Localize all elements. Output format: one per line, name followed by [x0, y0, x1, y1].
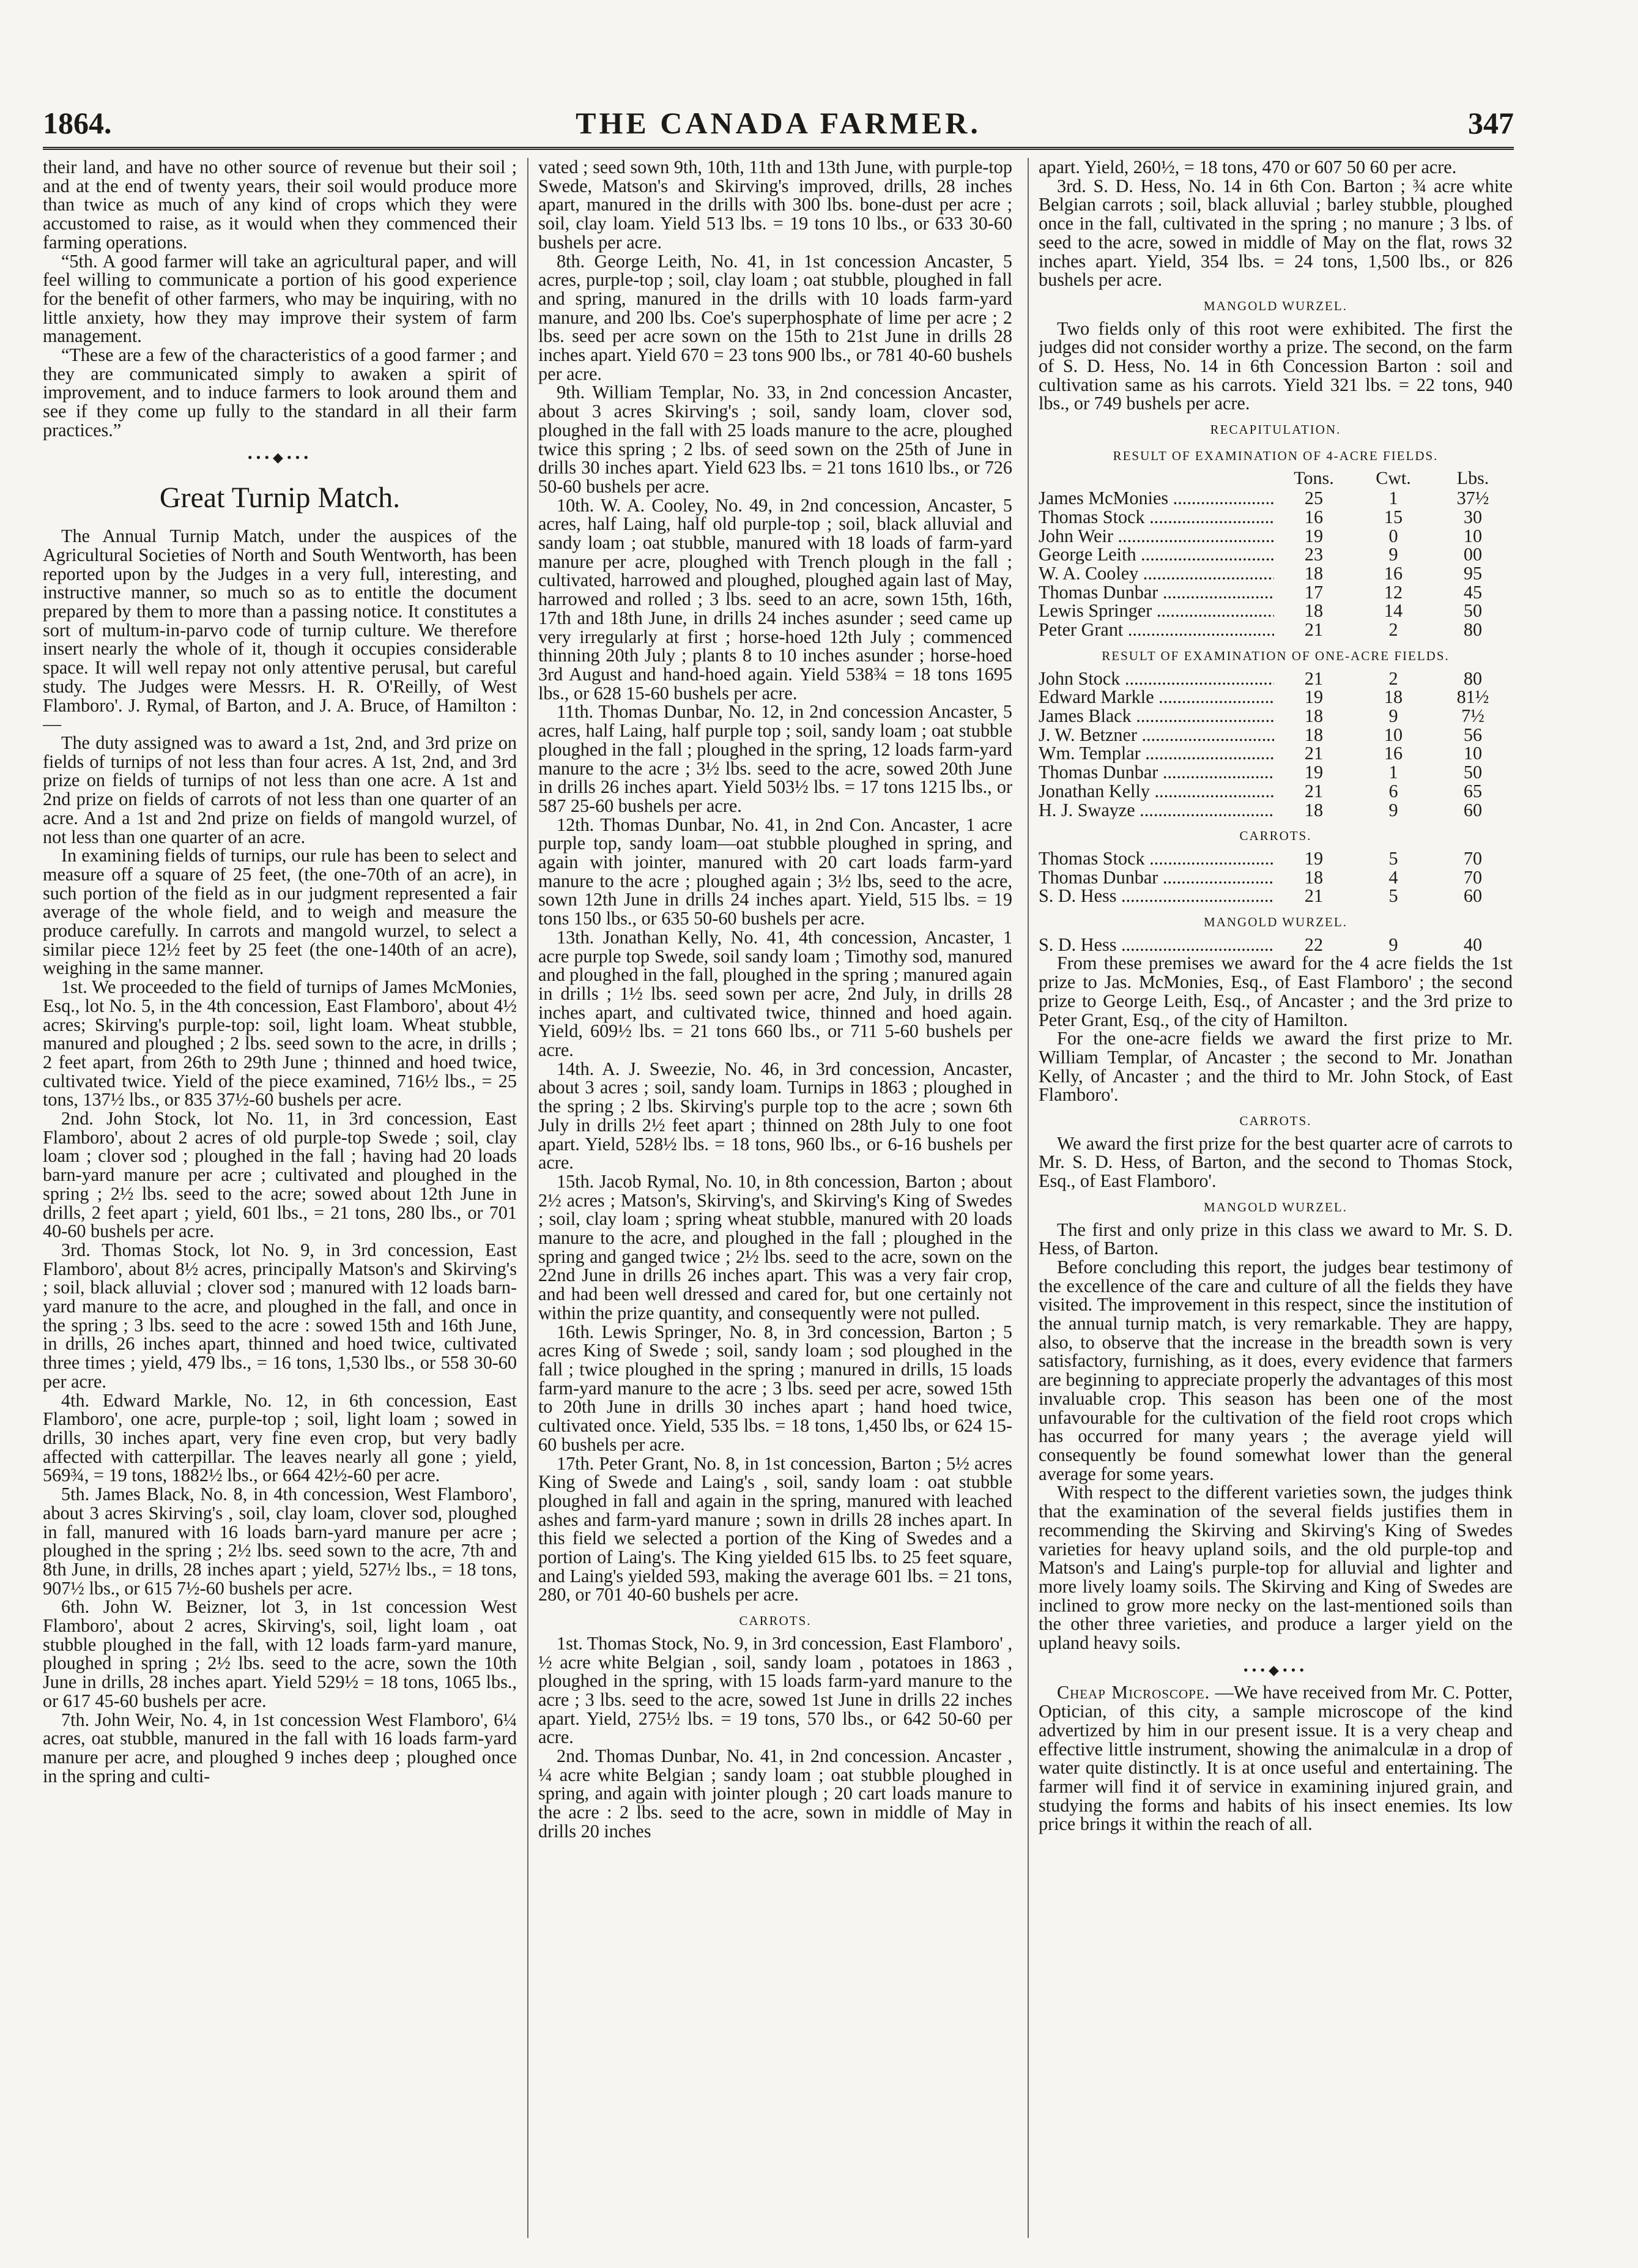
result-tons: 18 — [1304, 600, 1324, 622]
result-lbs: 80 — [1463, 619, 1483, 641]
result-row — [1039, 688, 1513, 707]
table-heading-one-acre: RESULT OF EXAMINATION OF ONE-ACRE FIELDS. — [1102, 648, 1450, 663]
result-lbs: 45 — [1463, 581, 1483, 603]
result-cwt: 9 — [1388, 705, 1398, 726]
result-row — [1039, 527, 1513, 546]
result-name: John Weir ..... — [1039, 527, 1274, 546]
four-acre-results-table — [1039, 489, 1513, 639]
result-cwt: 0 — [1388, 525, 1398, 546]
result-lbs: 60 — [1463, 885, 1483, 907]
result-lbs: 40 — [1463, 934, 1483, 955]
paragraph: vated ; seed sown 9th, 10th, 11th and 13th June, with purple-top Swede, Matson's and Skirving's improved, drills, 28 inches apart, manured in the drills with 300 lbs. bone-dust per acre ; soil, clay loam. Yield 513 lbs. = 19 tons 10 lbs., or 633 30-60 bushels per acre. — [538, 158, 1012, 253]
result-name: S. D. Hess ..... — [1039, 935, 1274, 954]
paragraph: 4th. Edward Markle, No. 12, in 6th concession, East Flamboro', one acre, purple-top ; soil, light loam ; sowed in drills, 30 inches apart, very fine even crop, but very badly affected with catterpillar. The leaves nearly all gone ; yield, 569¾, = 19 tons, 1882½ lbs., or 664 42½-60 per acre. — [43, 1389, 517, 1486]
result-lbs: 30 — [1463, 506, 1483, 527]
result-tons: 21 — [1304, 780, 1324, 801]
result-cwt: 5 — [1388, 885, 1398, 907]
paragraph: 1st. Thomas Stock, No. 9, in 3rd concession, East Flamboro' , ½ acre white Belgian , soil, sandy loam , potatoes in 1863 , ploughed in the spring, with 15 loads farm-yard manure to the acre ; 3 lbs. seed to the acre, sowed 1st June in drills 22 inches apart. Yield, 275½ lbs. = 19 tons, 570 lbs., or 642 50-60 per acre. — [538, 1632, 1012, 1748]
paragraph: 2nd. John Stock, lot No. 11, in 3rd concession, East Flamboro', about 2 acres of old purple-top Swede ; soil, clay loam ; clover sod ; ploughed in the fall ; having had 20 loads barn-yard manure per acre ; cultivated and ploughed in the spring ; 2½ lbs. seed to the acre; sowed about 12th June in drills, 2 feet apart ; yield, 601 lbs., = 21 tons, 280 lbs., or 701 40-60 bushels per acre. — [43, 1108, 517, 1242]
result-row — [1039, 583, 1513, 602]
column-3 — [1039, 158, 1513, 2238]
result-cwt: 12 — [1384, 581, 1403, 603]
result-lbs: 65 — [1463, 780, 1483, 801]
paragraph: Two fields only of this root were exhibited. The first the judges did not consider worthy a prize. The second, on the farm of S. D. Hess, No. 14 in 6th Concession Barton : soil and cultivation same as his carrots. Yield 321 lbs. = 22 tons, 940 lbs., or 749 bushels per acre. — [1039, 318, 1513, 414]
paragraph: The first and only prize in this class we award to Mr. S. D. Hess, of Barton. — [1039, 1219, 1513, 1259]
result-name: Lewis Springer ..... — [1039, 601, 1274, 620]
result-name: Jonathan Kelly ..... — [1039, 782, 1274, 801]
page-number: 347 — [1468, 106, 1514, 140]
paragraph: In examining fields of turnips, our rule has been to select and measure off a square of 25 feet, (the one-70th of an acre), in such portion of the field as in our judgment represented a fair average of the whole field, and to weigh and measure the produce carefully. In carrots and mangold wurzel, to select a similar piece 12½ feet by 25 feet (the one-140th of an acre), weighing in the same manner. — [43, 845, 517, 979]
column-divider — [527, 158, 528, 2238]
result-name: S. D. Hess ..... — [1039, 887, 1274, 905]
section-heading-carrots-award: CARROTS. — [1239, 1114, 1312, 1129]
result-cwt: 16 — [1384, 743, 1403, 764]
paragraph: 13th. Jonathan Kelly, No. 41, 4th concession, Ancaster, 1 acre purple top Swede, soil sandy loam ; Timothy sod, manured and ploughed in the fall, ploughed in the spring ; manured again in drills ; 1½ lbs. seed sown per acre, 2nd July, in drills 28 inches apart, and cultivated twice, thinned and hoed again. Yield, 609½ lbs. = 21 tons 660 lbs., or 711 5-60 bushels per acre. — [538, 926, 1012, 1061]
result-row — [1039, 669, 1513, 688]
column-divider — [1028, 158, 1029, 2238]
paragraph: “5th. A good farmer will take an agricultural paper, and will feel willing to communicate a portion of his good experience for the benefit of other farmers, who may be inquiring, with no little anxiety, how they may improve their system of farm management. — [43, 250, 517, 347]
result-cwt: 2 — [1388, 667, 1398, 689]
section-heading-mangold: MANGOLD WURZEL. — [1204, 298, 1347, 313]
result-cwt: 1 — [1388, 488, 1398, 509]
paragraph: 2nd. Thomas Dunbar, No. 41, in 2nd concession. Ancaster , ¼ acre white Belgian ; sandy loam ; oat stubble ploughed in spring, and again with jointer plough ; 20 cart loads manure to the acre : 2 lbs. seed to the acre, sown in middle of May in drills 20 inches — [538, 1746, 1012, 1842]
paragraph: 6th. John W. Beizner, lot 3, in 1st concession West Flamboro', about 2 acres, Skirving's, soil, light loam , oat stubble ploughed in the fall, with 12 loads farm-yard manure, ploughed in spring ; 2½ lbs. seed to the acre, sown the 10th June in drills, 28 inches apart. Yield 529½ = 18 tons, 1065 lbs., or 617 45-60 bushels per acre. — [43, 1596, 517, 1711]
result-cwt: 2 — [1388, 619, 1398, 641]
paragraph: The Annual Turnip Match, under the auspices of the Agricultural Societies of North and South Wentworth, has been reported upon by the Judges in a very full, interesting, and instructive manner, so much so as to entitle the document prepared by them to more than a passing notice. It constitutes a sort of multum-in-parvo code of turnip culture. We therefore insert nearly the whole of it, though it occupies considerable space. It will well repay not only attentive perusal, but careful study. The Judges were Messrs. H. R. O'Reilly, of West Flamboro'. J. Rymal, of Barton, and J. A. Bruce, of Hamilton :— — [43, 526, 517, 735]
notice-lead: Cheap Microscope. — [1057, 1682, 1210, 1703]
paragraph: 8th. George Leith, No. 41, in 1st concession Ancaster, 5 acres, purple-top ; soil, clay loam ; oat stubble, ploughed in fall and spring, manured in the drills with 10 loads farm-yard manure, and 200 lbs. Coe's superphosphate of lime per acre ; 2 lbs. seed per acre sown on the 15th to 21st June in drills 28 inches apart. Yield 670 = 23 tons 900 lbs., or 781 40-60 bushels per acre. — [538, 250, 1012, 384]
result-cwt: 1 — [1388, 762, 1398, 783]
result-name: Thomas Dunbar ..... — [1039, 763, 1274, 782]
paragraph: The duty assigned was to award a 1st, 2nd, and 3rd prize on fields of turnips of not less than four acres. A 1st, 2nd, and 3rd prize on fields of turnips of not less than one acre. A 1st and 2nd prize on fields of carrots of not less than one quarter of an acre. And a 1st and 2nd prize on fields of mangold wurzel, of not less than one quarter of an acre. — [43, 732, 517, 847]
result-name: James McMonies ..... — [1039, 489, 1274, 508]
result-name: H. J. Swayze ..... — [1039, 801, 1274, 820]
result-tons: 19 — [1304, 686, 1324, 708]
one-acre-results-table — [1039, 669, 1513, 820]
paragraph: For the one-acre fields we award the first prize to Mr. William Templar, of Ancaster ; the second to Mr. Jonathan Kelly, of Ancaster ; and the third to Mr. John Stock, of East Flamboro'. — [1039, 1028, 1513, 1106]
paragraph: Before concluding this report, the judges bear testimony of the excellence of the care and culture of all the fields they have visited. The improvement in this respect, since the institution of the annual turnip match, is very remarkable. They are happy, also, to observe that the increase in the breadth sown is very satisfactory, furnishing, as it does, every evidence that farmers are beginning to appreciate properly the advantages of this most invaluable crop. This season has been one of the most unfavourable for the cultivation of the field root crops which has occurred for many years ; the average yield will consequently be found somewhat lower than the general average for some years. — [1039, 1256, 1513, 1484]
column-2 — [538, 158, 1012, 2238]
result-cwt: 5 — [1388, 847, 1398, 869]
result-lbs: 50 — [1463, 762, 1483, 783]
result-row — [1039, 849, 1513, 868]
result-tons: 16 — [1304, 506, 1324, 527]
result-tons: 22 — [1304, 934, 1324, 955]
result-name: George Leith ..... — [1039, 545, 1274, 564]
result-cwt: 15 — [1384, 506, 1403, 527]
notice-text: —We have received from Mr. C. Potter, Optician, of this city, a sample microscope of the kind advertized by him in our present issue. It is a very cheap and effective little instrument, showing the animalculæ in a drop of water quite distinctly. It is at once useful and entertaining. The farmer will find it of service in examining injured grain, and studying the forms and habits of his insect enemies. Its low price brings it within the reach of all. — [1039, 1682, 1513, 1835]
issue-year: 1864. — [43, 106, 112, 140]
result-row — [1039, 489, 1513, 508]
paragraph: apart. Yield, 260½, = 18 tons, 470 or 607 50 60 per acre. — [1039, 158, 1457, 177]
result-row — [1039, 887, 1513, 905]
section-heading-recapitulation: RECAPITULATION. — [1210, 422, 1341, 437]
result-tons: 18 — [1304, 705, 1324, 726]
result-row — [1039, 707, 1513, 726]
table-heading-mangold: MANGOLD WURZEL. — [1204, 915, 1347, 930]
result-tons: 19 — [1304, 525, 1324, 546]
paragraph: 3rd. S. D. Hess, No. 14 in 6th Con. Barton ; ¾ acre white Belgian carrots ; soil, black alluvial ; barley stubble, ploughed once in the fall, cultivated in the spring ; no manure ; 3 lbs. of seed to the acre, sowed in middle of May on the flat, rows 32 inches apart. Yield, 354 lbs. = 24 tons, 1,500 lbs., or 826 bushels per acre. — [1039, 175, 1513, 291]
result-tons: 18 — [1304, 563, 1324, 584]
result-tons: 25 — [1304, 488, 1324, 509]
result-name: Thomas Dunbar ..... — [1039, 868, 1274, 887]
paragraph: 11th. Thomas Dunbar, No. 12, in 2nd concession Ancaster, 5 acres, half Laing, half purple top ; soil, sandy loam ; oat stubble ploughed in the fall ; ploughed in the spring, 12 loads farm-yard manure to the acre ; 3½ lbs. seed to the acre, sowed 20th June in drills 26 inches apart. Yield 503½ lbs. = 17 tons 1215 lbs., or 587 25-60 bushels per acre. — [538, 701, 1012, 816]
result-cwt: 6 — [1388, 780, 1398, 801]
column-header-tons: Tons. — [1294, 467, 1334, 488]
result-cwt: 18 — [1384, 686, 1403, 708]
result-row — [1039, 601, 1513, 620]
result-row — [1039, 782, 1513, 801]
result-tons: 21 — [1304, 667, 1324, 689]
result-row — [1039, 868, 1513, 887]
result-name: Wm. Templar ..... — [1039, 744, 1274, 763]
result-lbs: 70 — [1463, 847, 1483, 869]
result-lbs: 10 — [1463, 525, 1483, 546]
result-row — [1039, 763, 1513, 782]
paragraph: 1st. We proceeded to the field of turnips of James McMonies, Esq., lot No. 5, in the 4th concession, East Flamboro', about 4½ acres; Skirving's purple-top: soil, light loam. Wheat stubble, manured and ploughed ; 2 lbs. seed sown to the acre, in drills ; 2 feet apart, from 26th to 29th June ; thinned and hoed twice, cultivated twice. Yield of the piece examined, 716½ lbs., = 25 tons, 137½ lbs., or 835 37½-60 bushels per acre. — [43, 976, 517, 1110]
section-heading-mangold-award: MANGOLD WURZEL. — [1204, 1199, 1347, 1214]
result-lbs: 56 — [1463, 724, 1483, 745]
result-row — [1039, 620, 1513, 639]
result-tons: 21 — [1304, 743, 1324, 764]
article-headline: Great Turnip Match. — [159, 481, 401, 515]
result-lbs: 80 — [1463, 667, 1483, 689]
paragraph: 3rd. Thomas Stock, lot No. 9, in 3rd concession, East Flamboro', about 8½ acres, principally Matson's and Skirving's ; soil, black alluvial ; clover sod ; manured with 12 loads barn-yard manure to the acre, and ploughed in the fall, and once in the spring ; 3 lbs. seed to the acre : sowed 15th and 16th June, in drills, 26 inches apart, thinned and hoed twice, cultivated three times ; yield, 479 lbs., = 16 tons, 1,530 lbs., or 558 30-60 per acre. — [43, 1239, 517, 1392]
result-cwt: 4 — [1388, 866, 1398, 888]
result-row — [1039, 726, 1513, 745]
paragraph: “These are a few of the characteristics of a good farmer ; and they are communicated simply to awaken a spirit of improvement, and to induce farmers to look around them and see if they come up fully to the standard in all their farm practices.” — [43, 344, 517, 441]
paragraph: 10th. W. A. Cooley, No. 49, in 2nd concession, Ancaster, 5 acres, half Laing, half old purple-top ; soil, black alluvial and sandy loam ; oat stubble, manured with 18 loads of farm-yard manure per acre, ploughed with Trench plough in the fall ; cultivated, harrowed and ploughed, ploughed again last of May, harrowed and rolled ; 3 lbs. seed to an acre, sown 15th, 16th, 17th and 18th June, in drills 24 inches asunder ; seed came up very irregularly at first ; horse-hoed 12th July ; commenced thinning 20th July ; plants 8 to 10 inches asunder ; horse-hoed 3rd August and hand-hoed again. Yield 538¾ = 18 tons 1695 lbs., or 628 15-60 bushels per acre. — [538, 494, 1012, 704]
result-name: Thomas Stock ..... — [1039, 508, 1274, 527]
result-tons: 17 — [1304, 581, 1324, 603]
result-cwt: 9 — [1388, 544, 1398, 565]
column-header-lbs: Lbs. — [1456, 467, 1489, 488]
result-name: John Stock ..... — [1039, 669, 1274, 688]
result-cwt: 16 — [1384, 563, 1403, 584]
section-heading-carrots: CARROTS. — [739, 1613, 812, 1629]
result-tons: 18 — [1304, 724, 1324, 745]
result-tons: 19 — [1304, 847, 1324, 869]
result-tons: 18 — [1304, 866, 1324, 888]
column-1 — [43, 158, 517, 2238]
result-tons: 18 — [1304, 799, 1324, 820]
notice-paragraph — [1039, 1683, 1513, 1834]
mangold-results-table — [1039, 935, 1513, 954]
result-tons: 21 — [1304, 619, 1324, 641]
result-row — [1039, 508, 1513, 527]
result-lbs: 37½ — [1456, 488, 1489, 509]
paragraph: 7th. John Weir, No. 4, in 1st concession West Flamboro', 6¼ acres, oat stubble, manured in the fall with 16 loads farm-yard manure per acre, and ploughed 9 inches deep ; ploughed once in the spring and culti- — [43, 1709, 517, 1787]
table-heading-four-acre: RESULT OF EXAMINATION OF 4-ACRE FIELDS. — [1113, 448, 1439, 463]
paragraph: 17th. Peter Grant, No. 8, in 1st concession, Barton ; 5½ acres King of Swede and Laing's , soil, sandy loam : oat stubble ploughed in fall and again in the spring, manured with leached ashes and farm-yard manure ; sown in drills 28 inches apart. In this field we selected a portion of the King of Swedes and a portion of Laing's. The King yielded 615 lbs. to 25 feet square, and Laing's yielded 593, making the average 601 lbs. = 21 tons, 280, or 701 40-60 bushels per acre. — [538, 1452, 1012, 1605]
masthead — [43, 92, 1514, 150]
result-tons: 21 — [1304, 885, 1324, 907]
result-name: James Black ..... — [1039, 707, 1274, 726]
paragraph: 5th. James Black, No. 8, in 4th concession, West Flamboro', about 3 acres Skirving's , soil, clay loam, clover sod, ploughed in fall, manured with 16 loads barn-yard manure per acre ; ploughed in the spring ; 2½ lbs. seed sown to the acre, 7th and 8th June, in drills, 28 inches apart ; yield, 527½ lbs., = 18 tons, 907½ lbs., or 615 7½-60 bushels per acre. — [43, 1484, 517, 1599]
result-cwt: 14 — [1384, 600, 1403, 622]
result-name: Thomas Stock ..... — [1039, 849, 1274, 868]
paragraph: We award the first prize for the best quarter acre of carrots to Mr. S. D. Hess, of Barton, and the second to Thomas Stock, Esq., of East Flamboro'. — [1039, 1132, 1513, 1192]
newspaper-title: THE CANADA FARMER. — [576, 106, 981, 140]
result-lbs: 10 — [1463, 743, 1483, 764]
paragraph: 16th. Lewis Springer, No. 8, in 3rd concession, Barton ; 5 acres King of Swede ; soil, sandy loam ; sod ploughed in the fall ; twice ploughed in the spring ; manured in drills, 15 loads farm-yard manure to the acre ; 3 lbs. seed per acre, sowed 15th to 20th June in drills 30 inches apart ; hand hoed twice, cultivated once. Yield, 535 lbs. = 18 tons, 1,450 lbs, or 624 15-60 bushels per acre. — [538, 1321, 1012, 1455]
results-column-headers — [1039, 469, 1513, 488]
result-cwt: 9 — [1388, 934, 1398, 955]
paragraph: From these premises we award for the 4 acre fields the 1st prize to Jas. McMonies, Esq., of East Flamboro' ; the second prize to George Leith, Esq., of Ancaster ; and the 3rd prize to Peter Grant, Esq., of the city of Hamilton. — [1039, 953, 1513, 1030]
result-cwt: 9 — [1388, 799, 1398, 820]
result-lbs: 70 — [1463, 866, 1483, 888]
result-row — [1039, 744, 1513, 763]
paragraph: 12th. Thomas Dunbar, No. 41, in 2nd Con. Ancaster, 1 acre purple top, sandy loam—oat stubble ploughed in spring, and again with jointer, manured with 20 cart loads farm-yard manure to the acre ; ploughed again ; 3½ lbs, seed to the acre, sown 12th June in drills 24 inches apart. Yield, 515 lbs. = 19 tons 150 lbs., or 635 50-60 bushels per acre. — [538, 814, 1012, 929]
result-lbs: 60 — [1463, 799, 1483, 820]
carrot-results-table — [1039, 849, 1513, 905]
result-lbs: 7½ — [1461, 705, 1484, 726]
paragraph: their land, and have no other source of revenue but their soil ; and at the end of twenty years, their soil would produce more than twice as much of any kind of crops which they were accustomed to raise, as it would when they commenced their farming operations. — [43, 158, 517, 253]
paragraph: 15th. Jacob Rymal, No. 10, in 8th concession, Barton ; about 2½ acres ; Matson's, Skirving's, and Skirving's King of Swedes ; soil, clay loam ; spring wheat stubble, manured with 20 loads manure to the acre, and ploughed in the fall ; ploughed in the spring and ganged twice ; 2½ lbs. seed to the acre, sown on the 22nd June in drills 26 inches apart. This was a very fair crop, and had been well dressed and cared for, but one certainly not within the prize quantity, and consequently were not pulled. — [538, 1170, 1012, 1323]
result-lbs: 81½ — [1456, 686, 1489, 708]
result-lbs: 95 — [1463, 563, 1483, 584]
result-row — [1039, 564, 1513, 583]
paragraph: 9th. William Templar, No. 33, in 2nd concession Ancaster, about 3 acres Skirving's ; soil, sandy loam, clover sod, ploughed in the fall with 25 loads manure to the acre, ploughed twice this spring ; 2 lbs. of seed sown on the 25th of June in drills 30 inches apart. Yield 623 lbs. = 21 tons 1610 lbs., or 726 50-60 bushels per acre. — [538, 382, 1012, 497]
result-row — [1039, 801, 1513, 820]
result-name: Edward Markle ..... — [1039, 688, 1274, 707]
result-name: W. A. Cooley ..... — [1039, 564, 1274, 583]
result-cwt: 10 — [1384, 724, 1403, 745]
result-tons: 19 — [1304, 762, 1324, 783]
result-row — [1039, 545, 1513, 564]
section-ornament: •••◆••• — [1243, 1662, 1308, 1678]
paragraph: With respect to the different varieties sown, the judges think that the examination of the several fields justifies them in recommending the Skirving and Skirving's King of Swedes varieties for heavy upland soils, and the old purple-top and Matson's and Laing's purple-top for alluvial and lighter and more lively loamy soils. The Skirving and King of Swedes are inclined to grow more necky on the last-mentioned soils than the other three varieties, and produce a larger yield on the upland heavy soils. — [1039, 1482, 1513, 1654]
result-lbs: 50 — [1463, 600, 1483, 622]
result-name: J. W. Betzner ..... — [1039, 726, 1274, 745]
result-name: Peter Grant ..... — [1039, 620, 1274, 639]
result-row — [1039, 935, 1513, 954]
result-lbs: 00 — [1463, 544, 1483, 565]
result-tons: 23 — [1304, 544, 1324, 565]
result-name: Thomas Dunbar ..... — [1039, 583, 1274, 602]
table-heading-carrots: CARROTS. — [1239, 828, 1312, 844]
paragraph: 14th. A. J. Sweezie, No. 46, in 3rd concession, Ancaster, about 3 acres ; soil, sandy loam. Turnips in 1863 ; ploughed in the spring ; 2 lbs. Skirving's purple top to the acre ; sown 6th July in drills 2½ feet apart ; thinned on 28th July to one foot apart. Yield, 528½ lbs. = 18 tons, 960 lbs., or 6-16 bushels per acre. — [538, 1058, 1012, 1173]
column-header-cwt: Cwt. — [1376, 467, 1411, 488]
section-ornament: •••◆••• — [247, 449, 313, 465]
